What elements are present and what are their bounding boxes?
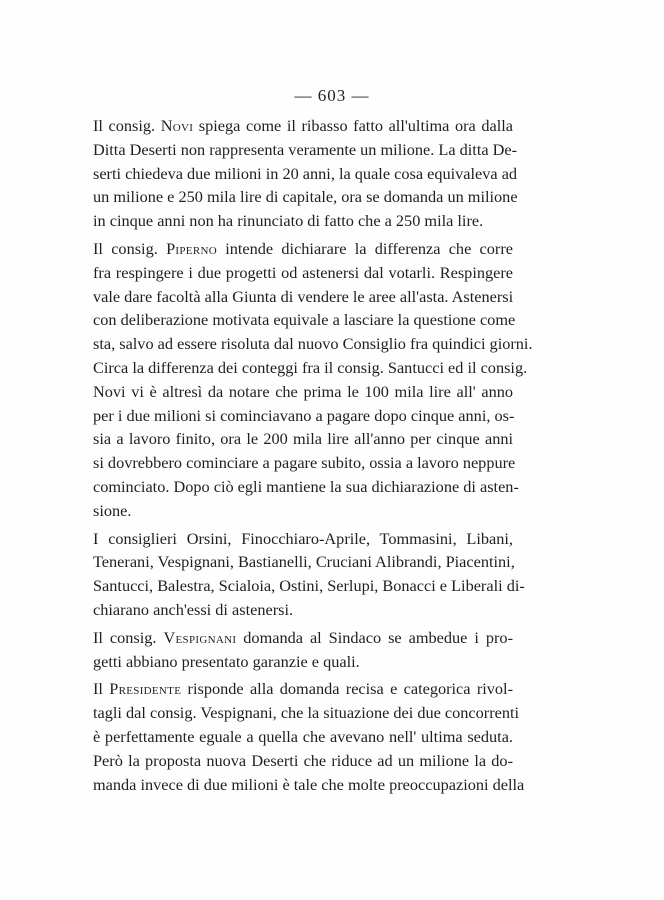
text-line: chiarano anch'essi di astenersi.: [93, 599, 294, 619]
text-line: Il consig. Novi spiega come il ribasso fatto all'ultima ora dalla: [93, 116, 513, 135]
text-line: Santucci, Balestra, Scialoia, Ostini, Serlupi, Bonacci e Liberali di-: [93, 576, 525, 596]
text-line: Tenerani, Vespignani, Bastianelli, Cruciani Alibrandi, Piacentini,: [93, 552, 515, 572]
page-number: — 603 —: [294, 86, 370, 105]
speaker-name: Piperno: [166, 238, 217, 258]
text-line: con deliberazione motivata equivale a lasciare la questione come: [93, 310, 516, 330]
text-line: I consiglieri Orsini, Finocchiaro-Aprile, Tommasini, Libani,: [93, 528, 513, 548]
text-line: Il consig. Vespignani domanda al Sindaco se ambedue i pro-: [93, 627, 513, 647]
text-line: Il consig. Piperno intende dichiarare la differenza che corre: [93, 238, 513, 258]
text-line: sta, salvo ad essere risoluta dal nuovo Consiglio fra quindici giorni.: [93, 334, 533, 354]
text-line: serti chiedeva due milioni in 20 anni, la quale cosa equivaleva ad: [93, 163, 518, 183]
text-line: Circa la differenza dei conteggi fra il consig. Santucci ed il consig.: [93, 357, 528, 377]
text-line: manda invece di due milioni è tale che molte preoccupazioni della: [93, 774, 525, 794]
text-line: getti abbiano presentato garanzie e quali.: [93, 651, 360, 671]
text-line: Ditta Deserti non rappresenta veramente un milione. La ditta De-: [93, 139, 518, 159]
paragraph-novi: [93, 114, 518, 233]
text-line: sia a lavoro finito, ora le 200 mila lire all'anno per cinque anni: [93, 429, 513, 449]
text-line: tagli dal consig. Vespignani, che la situazione dei due concorrenti: [93, 703, 520, 723]
paragraph-piperno: [93, 237, 533, 523]
speaker-name: Vespignani: [163, 627, 237, 647]
text-line: si dovrebbero cominciare a pagare subito, ossia a lavoro neppure: [93, 453, 516, 473]
text-line: Novi vi è altresì da notare che prima le 100 mila lire all' anno: [93, 381, 513, 401]
text-line: Il Presidente risponde alla domanda recisa e categorica rivol-: [93, 679, 514, 699]
text-line: fra respingere i due progetti od astenersi dal votarli. Respingere: [93, 262, 513, 282]
speaker-name: Novi: [160, 116, 194, 135]
text-line: per i due milioni si cominciavano a pagare dopo cinque anni, os-: [93, 405, 515, 425]
text-line: è perfettamente eguale a quella che avevano nell' ultima seduta.: [93, 726, 513, 746]
speaker-name: Presidente: [109, 679, 182, 699]
text-line: Però la proposta nuova Deserti che riduce ad un milione la do-: [93, 750, 513, 770]
text-line: vale dare facoltà alla Giunta di vendere le aree all'asta. Astenersi: [93, 286, 514, 306]
paragraph-consiglieri: [93, 527, 525, 622]
text-line: in cinque anni non ha rinunciato di fatto che a 250 mila lire.: [93, 211, 484, 231]
text-line: sione.: [93, 500, 132, 520]
paragraph-presidente: [93, 677, 525, 796]
text-line: cominciato. Dopo ciò egli mantiene la sua dichiarazione di asten-: [93, 476, 519, 496]
body-text: [93, 114, 533, 800]
paragraph-vespignani: [93, 626, 513, 674]
text-line: un milione e 250 mila lire di capitale, ora se domanda un milione: [93, 187, 518, 207]
